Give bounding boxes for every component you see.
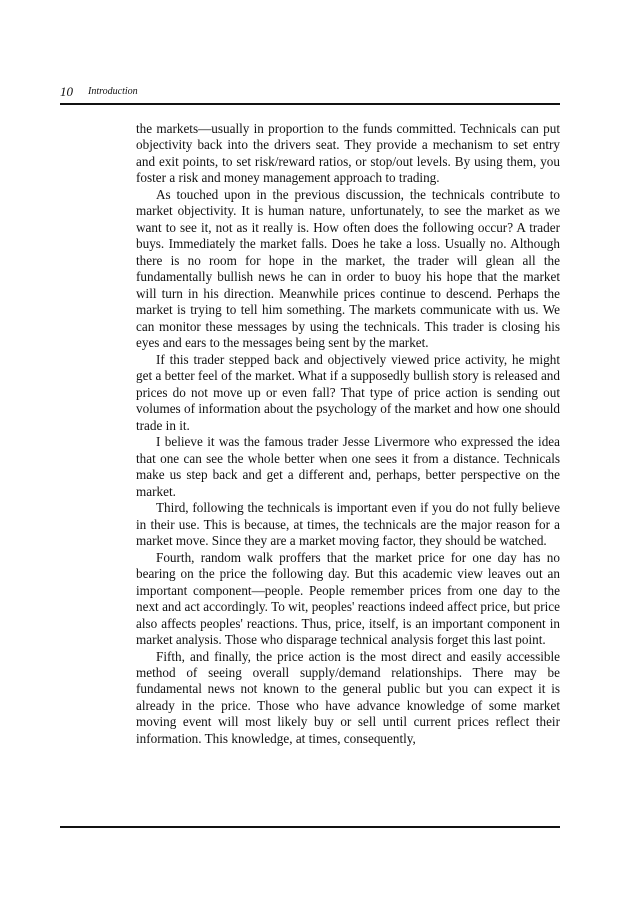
paragraph: As touched upon in the previous discussion, the technicals contribute to market objectivity. It is human nature, unfortunately, to see the market as we want to see it, not as it really is. How often does the following occur? A trader buys. Immediately the market falls. Does he take a loss. Usually no. Although there is no room for hope in the market, the trader will glean all the fundamentally bullish news he can in order to buoy his hope that the market will turn in his direction. Meanwhile prices continue to descend. Perhaps the market is trying to tell him something. The markets communicate with us. We can monitor these messages by using the technicals. This trader is closing his eyes and ears to the messages being sent by the market. — [136, 186, 560, 351]
paragraph: the markets—usually in proportion to the funds committed. Technicals can put objectivity back into the drivers seat. They provide a mechanism to set entry and exit points, to set risk/reward ratios, or stop/out levels. By using them, you foster a risk and money management approach to trading. — [136, 121, 560, 186]
footer-rule — [60, 826, 560, 828]
paragraph: Fifth, and finally, the price action is the most direct and easily accessible method of seeing overall supply/demand relationships. There may be fundamental news not known to the general public but you can expect it is already in the price. Those who have advance knowledge of some market moving event will most likely buy or sell until current prices reflect their information. This knowledge, at times, consequently, — [136, 648, 560, 746]
page-number: 10 — [60, 84, 73, 99]
page-header — [60, 84, 560, 104]
running-title: Introduction — [88, 86, 138, 97]
paragraph: Fourth, random walk proffers that the market price for one day has no bearing on the price the following day. But this academic view leaves out an important component—people. People remember prices from one day to the next and act accordingly. To wit, peoples' reactions indeed affect price, but price also affects peoples' reactions. Thus, price, itself, is an important component in market analysis. Those who disparage technical analysis forget this last point. — [136, 549, 560, 648]
paragraph: If this trader stepped back and objectively viewed price activity, he might get a better feel of the market. What if a supposedly bullish story is released and prices do not move up or even fall? That type of price action is sending out volumes of information about the psychology of the market and how one should trade in it. — [136, 351, 560, 433]
header-rule — [60, 103, 560, 105]
paragraph: Third, following the technicals is important even if you do not fully believe in their use. This is because, at times, the technicals are the major reason for a market move. Since they are a market moving factor, they should be watched. — [136, 500, 560, 549]
body-text — [136, 121, 560, 747]
paragraph: I believe it was the famous trader Jesse Livermore who expressed the idea that one can see the whole better when one sees it from a distance. Technicals make us step back and get a different and, perhaps, better perspective on the market. — [136, 434, 560, 499]
